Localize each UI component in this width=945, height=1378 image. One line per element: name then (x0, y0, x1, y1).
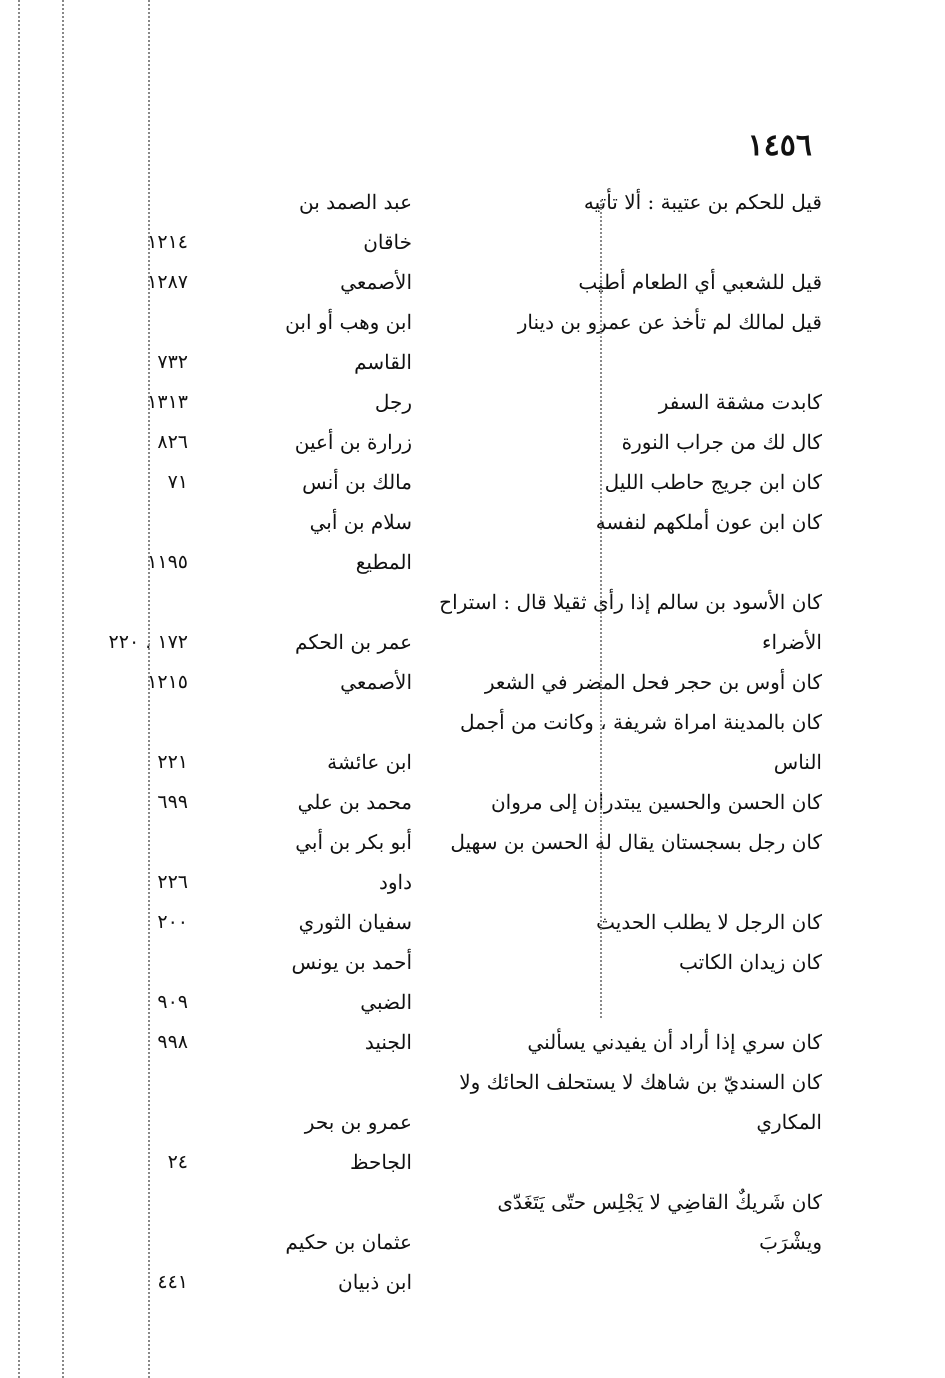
index-narrator: الضبي (360, 990, 412, 1014)
index-row (0, 622, 945, 662)
index-quote: قيل للحكم بن عتيبة : ألا تأتيه (583, 190, 822, 214)
index-narrator: الأصمعي (340, 670, 412, 694)
index-narrator: داود (378, 870, 412, 894)
index-row (0, 902, 945, 942)
index-narrator: عمر بن الحكم (295, 630, 412, 654)
index-quote: كان الحسن والحسين يبتدران إلى مروان (490, 790, 822, 814)
index-narrator: ابن عائشة (327, 750, 412, 774)
index-row (0, 742, 945, 782)
index-quote: قيل لمالك لم تأخذ عن عمرو بن دينار (517, 310, 822, 334)
index-page-ref: ٢٢١ (157, 751, 188, 773)
index-quote (430, 342, 822, 382)
index-row (0, 182, 945, 222)
index-quote: الناس (773, 750, 822, 774)
index-row (0, 942, 945, 982)
index-quote: كان سري إذا أراد أن يفيدني يسألني (527, 1030, 822, 1054)
margin-dotted-line (18, 0, 20, 1378)
index-row (0, 1142, 945, 1182)
index-row (0, 702, 945, 742)
index-page-ref: ١٢٨٧ (147, 271, 188, 293)
index-quote: الأضراء (762, 630, 822, 654)
index-page-ref: ١٢١٥ (147, 671, 188, 693)
index-page-ref: ٤٤١ (157, 1271, 188, 1293)
index-quote (430, 982, 822, 1022)
index-row (0, 422, 945, 462)
index-narrator: القاسم (354, 350, 412, 374)
index-page-ref: ٩٠٩ (157, 991, 188, 1013)
index-quote: كابدت مشقة السفر (658, 390, 822, 414)
index-row (0, 382, 945, 422)
index-quote: كان رجل بسجستان يقال له الحسن بن سهيل (450, 830, 822, 854)
index-row (0, 302, 945, 342)
index-row (0, 1262, 945, 1302)
index-quote: كان الرجل لا يطلب الحديث (596, 910, 822, 934)
index-quote: كان أوس بن حجر فحل المضر في الشعر (484, 670, 822, 694)
index-page-ref: ٩٩٨ (157, 1031, 188, 1053)
index-narrator: زرارة بن أعين (294, 430, 412, 454)
index-row (0, 342, 945, 382)
index-narrator: المطيع (355, 550, 412, 574)
index-quote: كال لك من جراب النورة (621, 430, 822, 454)
index-narrator: ابن ذبيان (338, 1270, 412, 1294)
index-quote: كان الأسود بن سالم إذا رأى ثقيلا قال : استراح (439, 590, 822, 614)
index-row (0, 782, 945, 822)
index-page-ref: ١٢١٤ (147, 231, 188, 253)
index-row (0, 462, 945, 502)
index-row (0, 822, 945, 862)
index-narrator: سفيان الثوري (298, 910, 412, 934)
index-row (0, 262, 945, 302)
index-narrator: رجل (374, 390, 412, 414)
index-narrator: عثمان بن حكيم (285, 1230, 412, 1254)
index-narrator: مالك بن أنس (302, 470, 412, 494)
column-dotted-line (148, 0, 150, 1378)
index-narrator: الجنيد (364, 1030, 412, 1054)
index-row (0, 582, 945, 622)
index-page-ref: ٦٩٩ (157, 791, 188, 813)
index-narrator: عبد الصمد بن (298, 190, 412, 214)
index-quote: كان زيدان الكاتب (679, 950, 822, 974)
index-quote: كان شَريكٌ القاضِي لا يَجْلِس حتّى يَتَغَدّى (497, 1190, 822, 1214)
index-narrator: سلام بن أبي (309, 510, 412, 534)
index-narrator: الجاحظ (349, 1150, 412, 1174)
index-quote: كان ابن عون أملكهم لنفسه (595, 510, 822, 534)
index-narrator: محمد بن علي (297, 790, 412, 814)
index-row (0, 1022, 945, 1062)
index-narrator (262, 702, 412, 742)
index-page-ref: ٢٢٦ (157, 871, 188, 893)
index-row (0, 222, 945, 262)
column-dotted-line (600, 200, 602, 1018)
index-quote (430, 542, 822, 582)
index-quote: كان السنديّ بن شاهك لا يستحلف الحائك ولا (459, 1070, 822, 1094)
index-quote (430, 222, 822, 262)
index-page-ref: ١١٩٥ (147, 551, 188, 573)
index-quote: كان ابن جريج حاطب الليل (604, 470, 822, 494)
index-row (0, 862, 945, 902)
index-quote: قيل للشعبي أي الطعام أطيب (578, 270, 822, 294)
index-narrator: أبو بكر بن أبي (295, 830, 412, 854)
index-page-ref: ١٧٢ ، ٢٢٠ (108, 631, 188, 653)
index-row (0, 1182, 945, 1222)
index-narrator (262, 582, 412, 622)
index-page-ref: ٢٤ (167, 1151, 188, 1173)
index-narrator: الأصمعي (340, 270, 412, 294)
index-quote (430, 1142, 822, 1182)
index-narrator: أحمد بن يونس (291, 950, 412, 974)
index-narrator: ابن وهب أو ابن (285, 310, 412, 334)
index-row (0, 1222, 945, 1262)
index-quote (430, 1262, 822, 1302)
index-row (0, 1062, 945, 1102)
index-page-ref: ١٣١٣ (147, 391, 188, 413)
index-row (0, 502, 945, 542)
index-row (0, 542, 945, 582)
index-quote: المكاري (756, 1110, 822, 1134)
index-page-ref: ٧٣٢ (157, 351, 188, 373)
index-narrator: عمرو بن بحر (304, 1110, 412, 1134)
index-narrator (262, 1182, 412, 1222)
margin-dotted-line (62, 0, 64, 1378)
index-quote: ويشْرَبَ (759, 1230, 822, 1254)
index-quote: كان بالمدينة امراة شريفة ، وكانت من أجمل (460, 710, 822, 734)
index-narrator (262, 1062, 412, 1102)
index-page-ref: ٨٢٦ (157, 431, 188, 453)
index-row (0, 982, 945, 1022)
index-page-ref: ٢٠٠ (157, 911, 188, 933)
index-page-ref: ٧١ (167, 471, 188, 493)
page-number: ١٤٥٦ (747, 128, 812, 163)
index-row (0, 662, 945, 702)
index-narrator: خاقان (363, 230, 412, 254)
index-row (0, 1102, 945, 1142)
index-quote (430, 862, 822, 902)
